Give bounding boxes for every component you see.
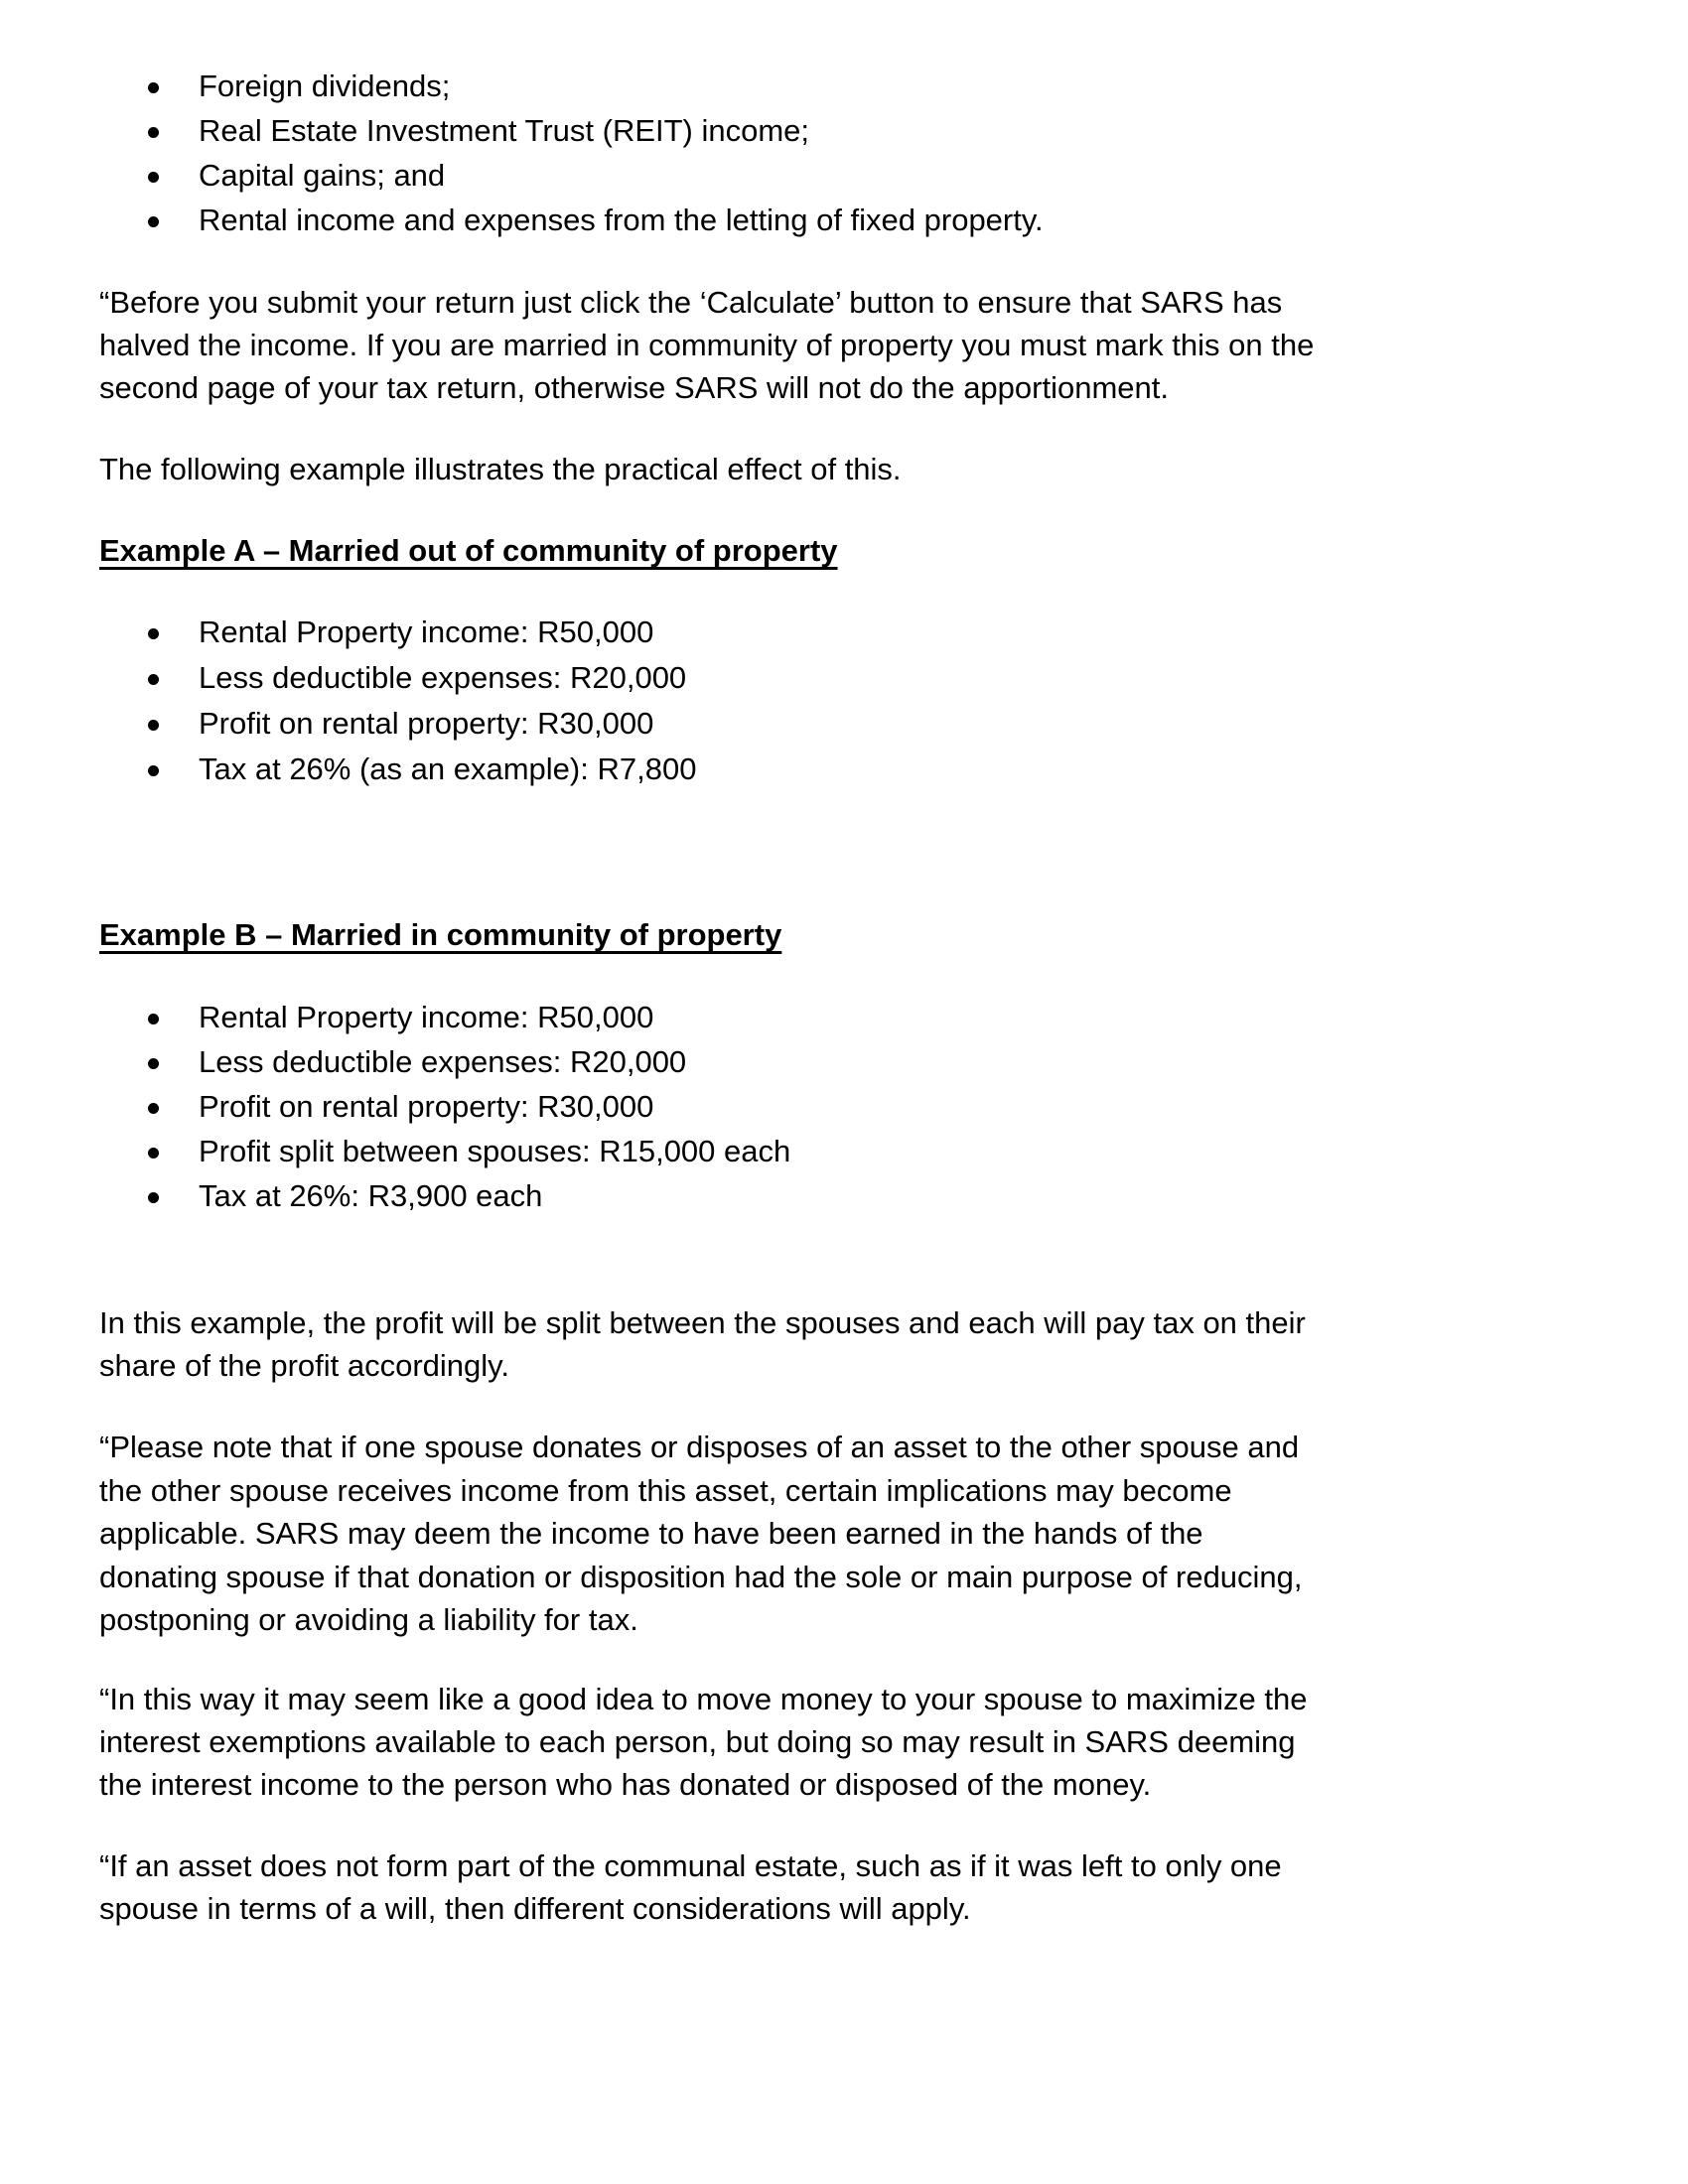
list-item-text: Tax at 26% (as an example): R7,800 [199,751,697,786]
paragraph-profit-split [99,1301,1306,1387]
list-item-text: Rental Property income: R50,000 [199,1000,654,1034]
bullet-icon [148,82,159,93]
list-item-text: Profit split between spouses: R15,000 each [199,1134,791,1168]
paragraph-line: “If an asset does not form part of the communal estate, such as if it was left to only one [99,1848,1282,1883]
paragraph-line: applicable. SARS may deem the income to have been earned in the hands of the [99,1516,1203,1551]
list-item-text: Rental Property income: R50,000 [199,614,654,649]
paragraph-line: the other spouse receives income from this asset, certain implications may become [99,1472,1232,1508]
bullet-icon [148,216,159,227]
list-item [0,1039,790,1084]
list-item-text: Foreign dividends; [199,68,451,103]
paragraph-line: second page of your tax return, otherwise SARS will not do the apportionment. [99,370,1169,405]
list-item [0,1084,790,1129]
example-a-list [0,610,696,792]
list-item [0,1129,790,1173]
paragraph-line: “Please note that if one spouse donates or disposes of an asset to the other spouse and [99,1430,1300,1464]
list-item-text: Less deductible expenses: R20,000 [199,1044,687,1079]
list-item [0,655,696,701]
list-item [0,701,696,747]
bullet-icon [148,720,159,731]
paragraph-line: “Before you submit your return just click the ‘Calculate’ button to ensure that SARS has [99,285,1283,320]
paragraph-line: “In this way it may seem like a good idea to move money to your spouse to maximize the [99,1682,1308,1716]
income-types-list [0,64,1044,242]
bullet-icon [148,628,159,639]
bullet-icon [148,1058,159,1069]
paragraph-line: halved the income. If you are married in community of property you must mark this on the [99,328,1315,362]
paragraph-line: postponing or avoiding a liability for tax. [99,1602,638,1637]
paragraph-line: donating spouse if that donation or disposition had the sole or main purpose of reducing, [99,1559,1303,1594]
paragraph-line: The following example illustrates the practical effect of this. [99,452,902,486]
list-item-text: Tax at 26%: R3,900 each [199,1178,543,1213]
list-item [0,747,696,792]
heading-text: Example B – Married in community of property [99,917,782,952]
paragraph-line: In this example, the profit will be split between the spouses and each will pay tax on their [99,1305,1306,1340]
list-item [0,610,696,655]
bullet-icon [148,1103,159,1114]
paragraph-donation [99,1426,1303,1642]
heading-text: Example A – Married out of community of property [99,533,838,568]
list-item [0,153,1044,198]
list-item [0,64,1044,108]
bullet-icon [148,1192,159,1203]
list-item [0,1173,790,1218]
paragraph-calculate [99,281,1314,409]
bullet-icon [148,172,159,183]
paragraph-line: share of the profit accordingly. [99,1348,509,1383]
example-b-heading [99,913,781,956]
paragraph-intro [99,448,902,490]
list-item-text: Profit on rental property: R30,000 [199,1089,654,1124]
bullet-icon [148,765,159,776]
list-item-text: Capital gains; and [199,158,446,193]
example-b-list [0,995,790,1218]
list-item [0,995,790,1039]
bullet-icon [148,1014,159,1024]
example-a-heading [99,529,838,572]
paragraph-communal-estate [99,1844,1282,1930]
paragraph-line: interest exemptions available to each person, but doing so may result in SARS deeming [99,1724,1296,1759]
paragraph-interest [99,1678,1307,1806]
paragraph-line: the interest income to the person who has donated or disposed of the money. [99,1767,1152,1802]
list-item-text: Profit on rental property: R30,000 [199,706,654,741]
list-item-text: Less deductible expenses: R20,000 [199,660,687,695]
list-item-text: Rental income and expenses from the letting of fixed property. [199,203,1044,237]
list-item-text: Real Estate Investment Trust (REIT) income; [199,113,810,148]
bullet-icon [148,127,159,138]
list-item [0,108,1044,153]
list-item [0,198,1044,242]
bullet-icon [148,1148,159,1159]
bullet-icon [148,674,159,685]
paragraph-line: spouse in terms of a will, then different considerations will apply. [99,1891,971,1926]
